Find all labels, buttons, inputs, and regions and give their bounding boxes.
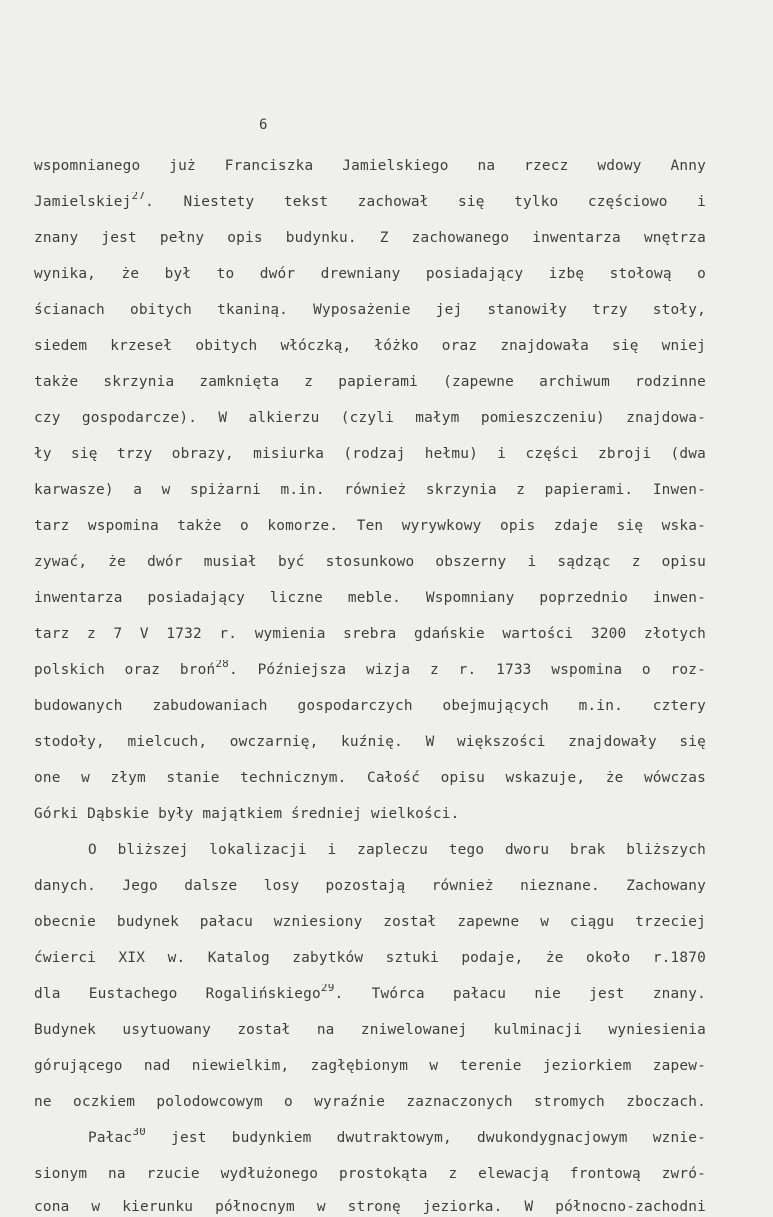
page-number: 6 [259,117,268,133]
text-line: wynika, że był to dwór drewniany posiadający izbę stołową o [34,266,706,282]
text-line: polskich oraz broń$^{28}$. Późniejsza wizja z r. 1733 wspomina o roz- [34,660,706,680]
footnote-ref: 27 [131,192,146,202]
text-line: ćwierci XIX w. Katalog zabytków sztuki podaje, że około r.1870 [34,950,706,966]
text-line: cona w kierunku północnym w stronę jeziorka. W północno-zachodni [34,1199,706,1215]
footnote-ref: 28 [215,660,229,670]
text-line: górującego nad niewielkim, zagłębionym w terenie jeziorkiem zapew- [34,1058,706,1074]
text-line: wspomnianego już Franciszka Jamielskiego na rzecz wdowy Anny [34,158,706,174]
text-line: stodoły, mielcuch, owczarnię, kuźnię. W większości znajdowały się [34,734,706,750]
text-line: obecnie budynek pałacu wzniesiony został zapewne w ciągu trzeciej [34,914,706,930]
text-line: znany jest pełny opis budynku. Z zachowanego inwentarza wnętrza [34,230,706,246]
text-line: dla Eustachego Rogalińskiego$^{29}$. Twórca pałacu nie jest znany. [34,984,706,1004]
text-line: czy gospodarcze). W alkierzu (czyli małym pomieszczeniu) znajdowa- [34,410,706,426]
text-line: ły się trzy obrazy, misiurka (rodzaj hełmu) i części zbroji (dwa [34,446,706,462]
text-line: Jamielskiej$^{27}$. Niestety tekst zachował się tylko częściowo i [34,192,706,212]
text-line: sionym na rzucie wydłużonego prostokąta z elewacją frontową zwró- [34,1166,706,1182]
text-line: inwentarza posiadający liczne meble. Wspomniany poprzednio inwen- [34,590,706,606]
text-line: ne oczkiem polodowcowym o wyraźnie zaznaczonych stromych zboczach. [34,1094,706,1110]
text-line: tarz z 7 V 1732 r. wymienia srebra gdańskie wartości 3200 złotych [34,626,706,642]
text-line: karwasze) a w spiżarni m.in. również skrzynia z papierami. Inwen- [34,482,706,498]
text-line: także skrzynia zamknięta z papierami (zapewne archiwum rodzinne [34,374,706,390]
text-line: zywać, że dwór musiał być stosunkowo obszerny i sądząc z opisu [34,554,706,570]
text-line: Pałac$^{30}$ jest budynkiem dwutraktowym, dwukondygnacjowym wznie- [88,1128,706,1148]
text-line: ścianach obitych tkaniną. Wyposażenie jej stanowiły trzy stoły, [34,302,706,318]
text-line: budowanych zabudowaniach gospodarczych obejmujących m.in. cztery [34,698,706,714]
footnote-ref: 29 [320,984,335,994]
text-line: Budynek usytuowany został na zniwelowanej kulminacji wyniesienia [34,1022,706,1038]
text-line: one w złym stanie technicznym. Całość opisu wskazuje, że wówczas [34,770,706,786]
text-line: Górki Dąbskie były majątkiem średniej wielkości. [34,806,460,822]
text-line: danych. Jego dalsze losy pozostają również nieznane. Zachowany [34,878,706,894]
text-line: tarz wspomina także o komorze. Ten wyrywkowy opis zdaje się wska- [34,518,706,534]
footnote-ref: 30 [132,1128,146,1138]
text-line: O bliższej lokalizacji i zapleczu tego dworu brak bliższych [88,842,706,858]
text-line: siedem krzeseł obitych włóczką, łóżko oraz znajdowała się wniej [34,338,706,354]
